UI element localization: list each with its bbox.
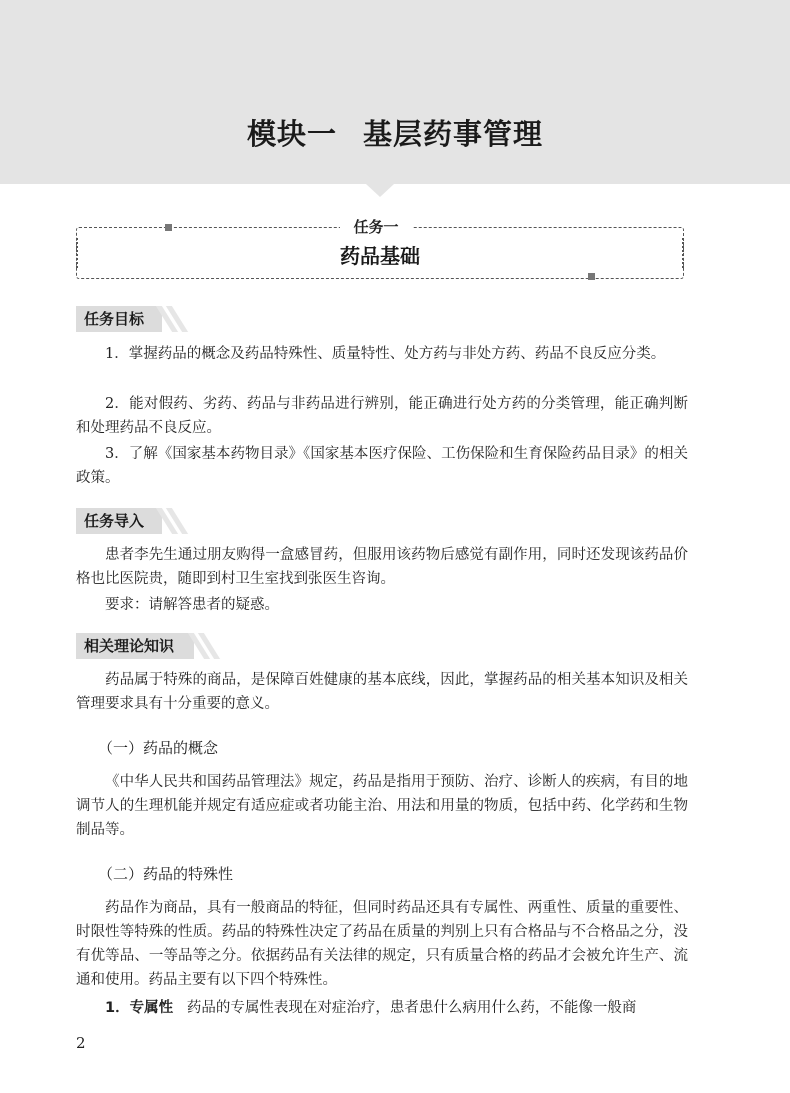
theory-paragraph: 药品属于特殊的商品，是保障百姓健康的基本底线，因此，掌握药品的相关基本知识及相关管理要求具有十分重要的意义。 — [76, 672, 688, 712]
module-header-band — [0, 0, 790, 184]
goal-item-2: 2．能对假药、劣药、药品与非药品进行辨别，能正确进行处方药的分类管理，能正确判断和处理药品不良反应。 — [76, 396, 688, 436]
task-title: 药品基础 — [340, 244, 420, 268]
intro-requirement: 要求：请解答患者的疑惑。 — [105, 597, 279, 613]
specialty-point-1 — [76, 996, 688, 1020]
intro-paragraph: 患者李先生通过朋友购得一盒感冒药，但服用该药物后感觉有副作用，同时还发现该药品价格也比医院贵，随即到村卫生室找到张医生咨询。 — [76, 547, 688, 587]
section-heading-text: 相关理论知识 — [84, 637, 175, 655]
module-name: 基层药事管理 — [363, 117, 544, 151]
point-lead: 1．专属性 — [105, 1000, 174, 1016]
subheading-specialty: （二）药品的特殊性 — [98, 865, 234, 883]
task-label: 任务一 — [340, 215, 412, 239]
page-number: 2 — [76, 1034, 86, 1052]
section-heading-text: 任务目标 — [84, 310, 145, 328]
point-text: 药品的专属性表现在对症治疗，患者患什么病用什么药，不能像一般商 — [186, 1000, 637, 1016]
goal-item-1: 1．掌握药品的概念及药品特殊性、质量特性、处方药与非处方药、药品不良反应分类。 — [105, 346, 666, 362]
box-corner-square — [588, 273, 595, 280]
concept-paragraph: 《中华人民共和国药品管理法》规定，药品是指用于预防、治疗、诊断人的疾病，有目的地调节人的生理机能并规定有适应症或者功能主治、用法和用量的物质，包括中药、化学药和生物制品等。 — [76, 774, 688, 838]
subheading-concept: （一）药品的概念 — [98, 739, 219, 757]
goal-item-3: 3．了解《国家基本药物目录》《国家基本医疗保险、工伤保险和生育保险药品目录》的相关政策。 — [76, 446, 688, 486]
module-title — [0, 114, 790, 154]
header-notch — [366, 184, 394, 197]
section-heading-text: 任务导入 — [84, 512, 145, 530]
specialty-paragraph: 药品作为商品，具有一般商品的特征，但同时药品还具有专属性、两重性、质量的重要性、时限性等特殊的性质。药品的特殊性决定了药品在质量的判别上只有合格品与不合格品之分，没有优等品、一等品等之分。依据药品有关法律的规定，只有质量合格的药品才会被允许生产、流通和使用。药品主要有以下四个特殊性。 — [76, 900, 688, 988]
box-corner-square — [165, 224, 172, 231]
module-number: 模块一 — [246, 117, 337, 151]
